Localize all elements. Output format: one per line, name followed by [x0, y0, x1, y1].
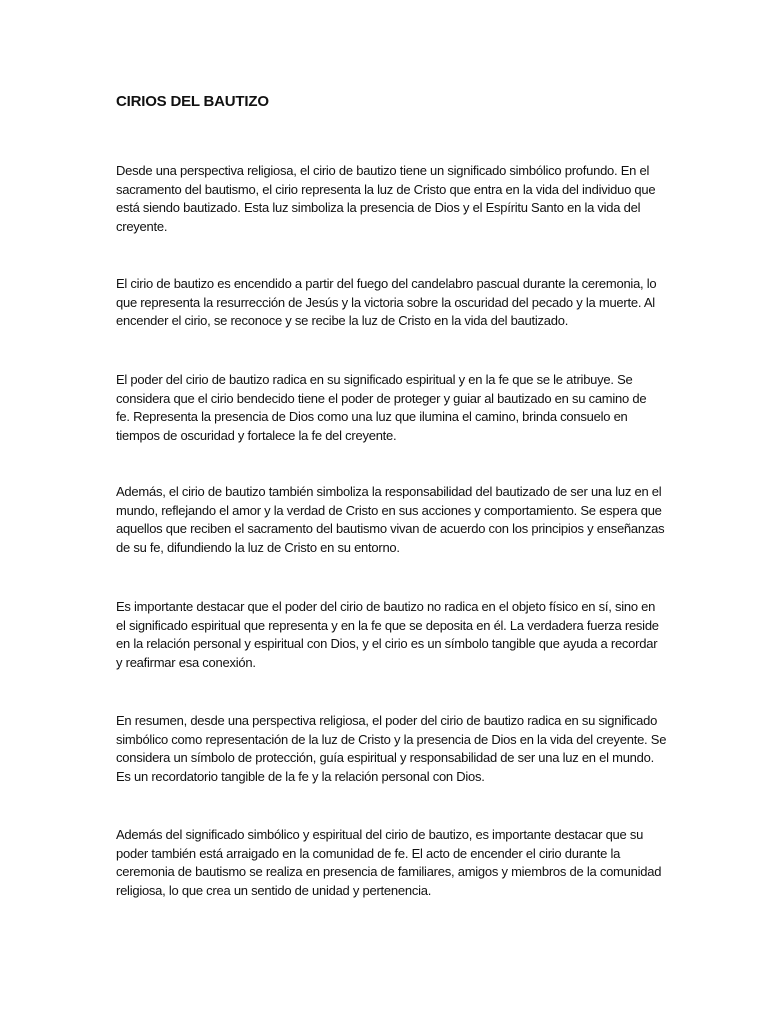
paragraph-line: está siendo bautizado. Esta luz simboliza la presencia de Dios y el Espíritu Santo en la vida del — [116, 200, 641, 216]
paragraph-line: Además, el cirio de bautizo también simboliza la responsabilidad del bautizado de ser una luz en el — [116, 484, 662, 499]
paragraph-line: sacramento del bautismo, el cirio representa la luz de Cristo que entra en la vida del individuo que — [116, 181, 656, 197]
paragraph-line: encender el cirio, se reconoce y se recibe la luz de Cristo en la vida del bautizado. — [116, 313, 569, 329]
paragraph — [116, 598, 659, 673]
paragraph-line: tiempos de oscuridad y fortalece la fe del creyente. — [116, 428, 397, 444]
paragraph-line: poder también está arraigado en la comunidad de fe. El acto de encender el cirio durante la — [116, 845, 621, 861]
paragraph-line: mundo, reflejando el amor y la verdad de Cristo en sus acciones y comportamiento. Se espera que — [116, 502, 662, 518]
paragraph-line: El poder del cirio de bautizo radica en su significado espiritual y en la fe que se le atribuye. Se — [116, 372, 633, 387]
paragraph-line: considera que el cirio bendecido tiene el poder de proteger y guiar al bautizado en su camino de — [116, 390, 647, 406]
paragraph-line: creyente. — [116, 219, 168, 235]
paragraph-line: fe. Representa la presencia de Dios como una luz que ilumina el camino, brinda consuelo en — [116, 409, 628, 425]
paragraph — [116, 483, 664, 558]
paragraph-line: En resumen, desde una perspectiva religiosa, el poder del cirio de bautizo radica en su significado — [116, 713, 658, 728]
paragraph — [116, 826, 661, 901]
paragraph-line: considera un símbolo de protección, guía espiritual y responsabilidad de ser una luz en el mundo. — [116, 750, 654, 766]
paragraph-line: religiosa, lo que crea un sentido de unidad y pertenencia. — [116, 883, 432, 899]
paragraph-line: Es un recordatorio tangible de la fe y la relación personal con Dios. — [116, 769, 485, 785]
paragraph-line: Además del significado simbólico y espiritual del cirio de bautizo, es importante destacar que su — [116, 827, 644, 842]
paragraph — [116, 371, 646, 446]
paragraph — [116, 162, 655, 237]
paragraph — [116, 712, 666, 787]
paragraph-line: Desde una perspectiva religiosa, el cirio de bautizo tiene un significado simbólico profundo. En el — [116, 163, 650, 178]
paragraph-line: ceremonia de bautismo se realiza en presencia de familiares, amigos y miembros de la comunidad — [116, 864, 662, 880]
paragraph-line: Es importante destacar que el poder del cirio de bautizo no radica en el objeto físico en sí, sino en — [116, 599, 656, 614]
paragraph-line: de su fe, difundiendo la luz de Cristo en su entorno. — [116, 540, 400, 556]
paragraph — [116, 275, 656, 331]
document-title: CIRIOS DEL BAUTIZO — [116, 93, 269, 110]
paragraph-line: y reafirmar esa conexión. — [116, 655, 256, 671]
paragraph-line: simbólico como representación de la luz de Cristo y la presencia de Dios en la vida del creyente. Se — [116, 731, 667, 747]
paragraph-line: que representa la resurrección de Jesús y la victoria sobre la oscuridad del pecado y la muerte. Al — [116, 294, 655, 310]
paragraph-line: aquellos que reciben el sacramento del bautismo vivan de acuerdo con los principios y enseñanzas — [116, 521, 665, 537]
paragraph-line: en la relación personal y espiritual con Dios, y el cirio es un símbolo tangible que ayuda a recordar — [116, 636, 658, 652]
paragraph-line: El cirio de bautizo es encendido a partir del fuego del candelabro pascual durante la ceremonia, lo — [116, 276, 657, 291]
paragraph-line: el significado espiritual que representa y en la fe que se deposita en él. La verdadera fuerza reside — [116, 617, 659, 633]
